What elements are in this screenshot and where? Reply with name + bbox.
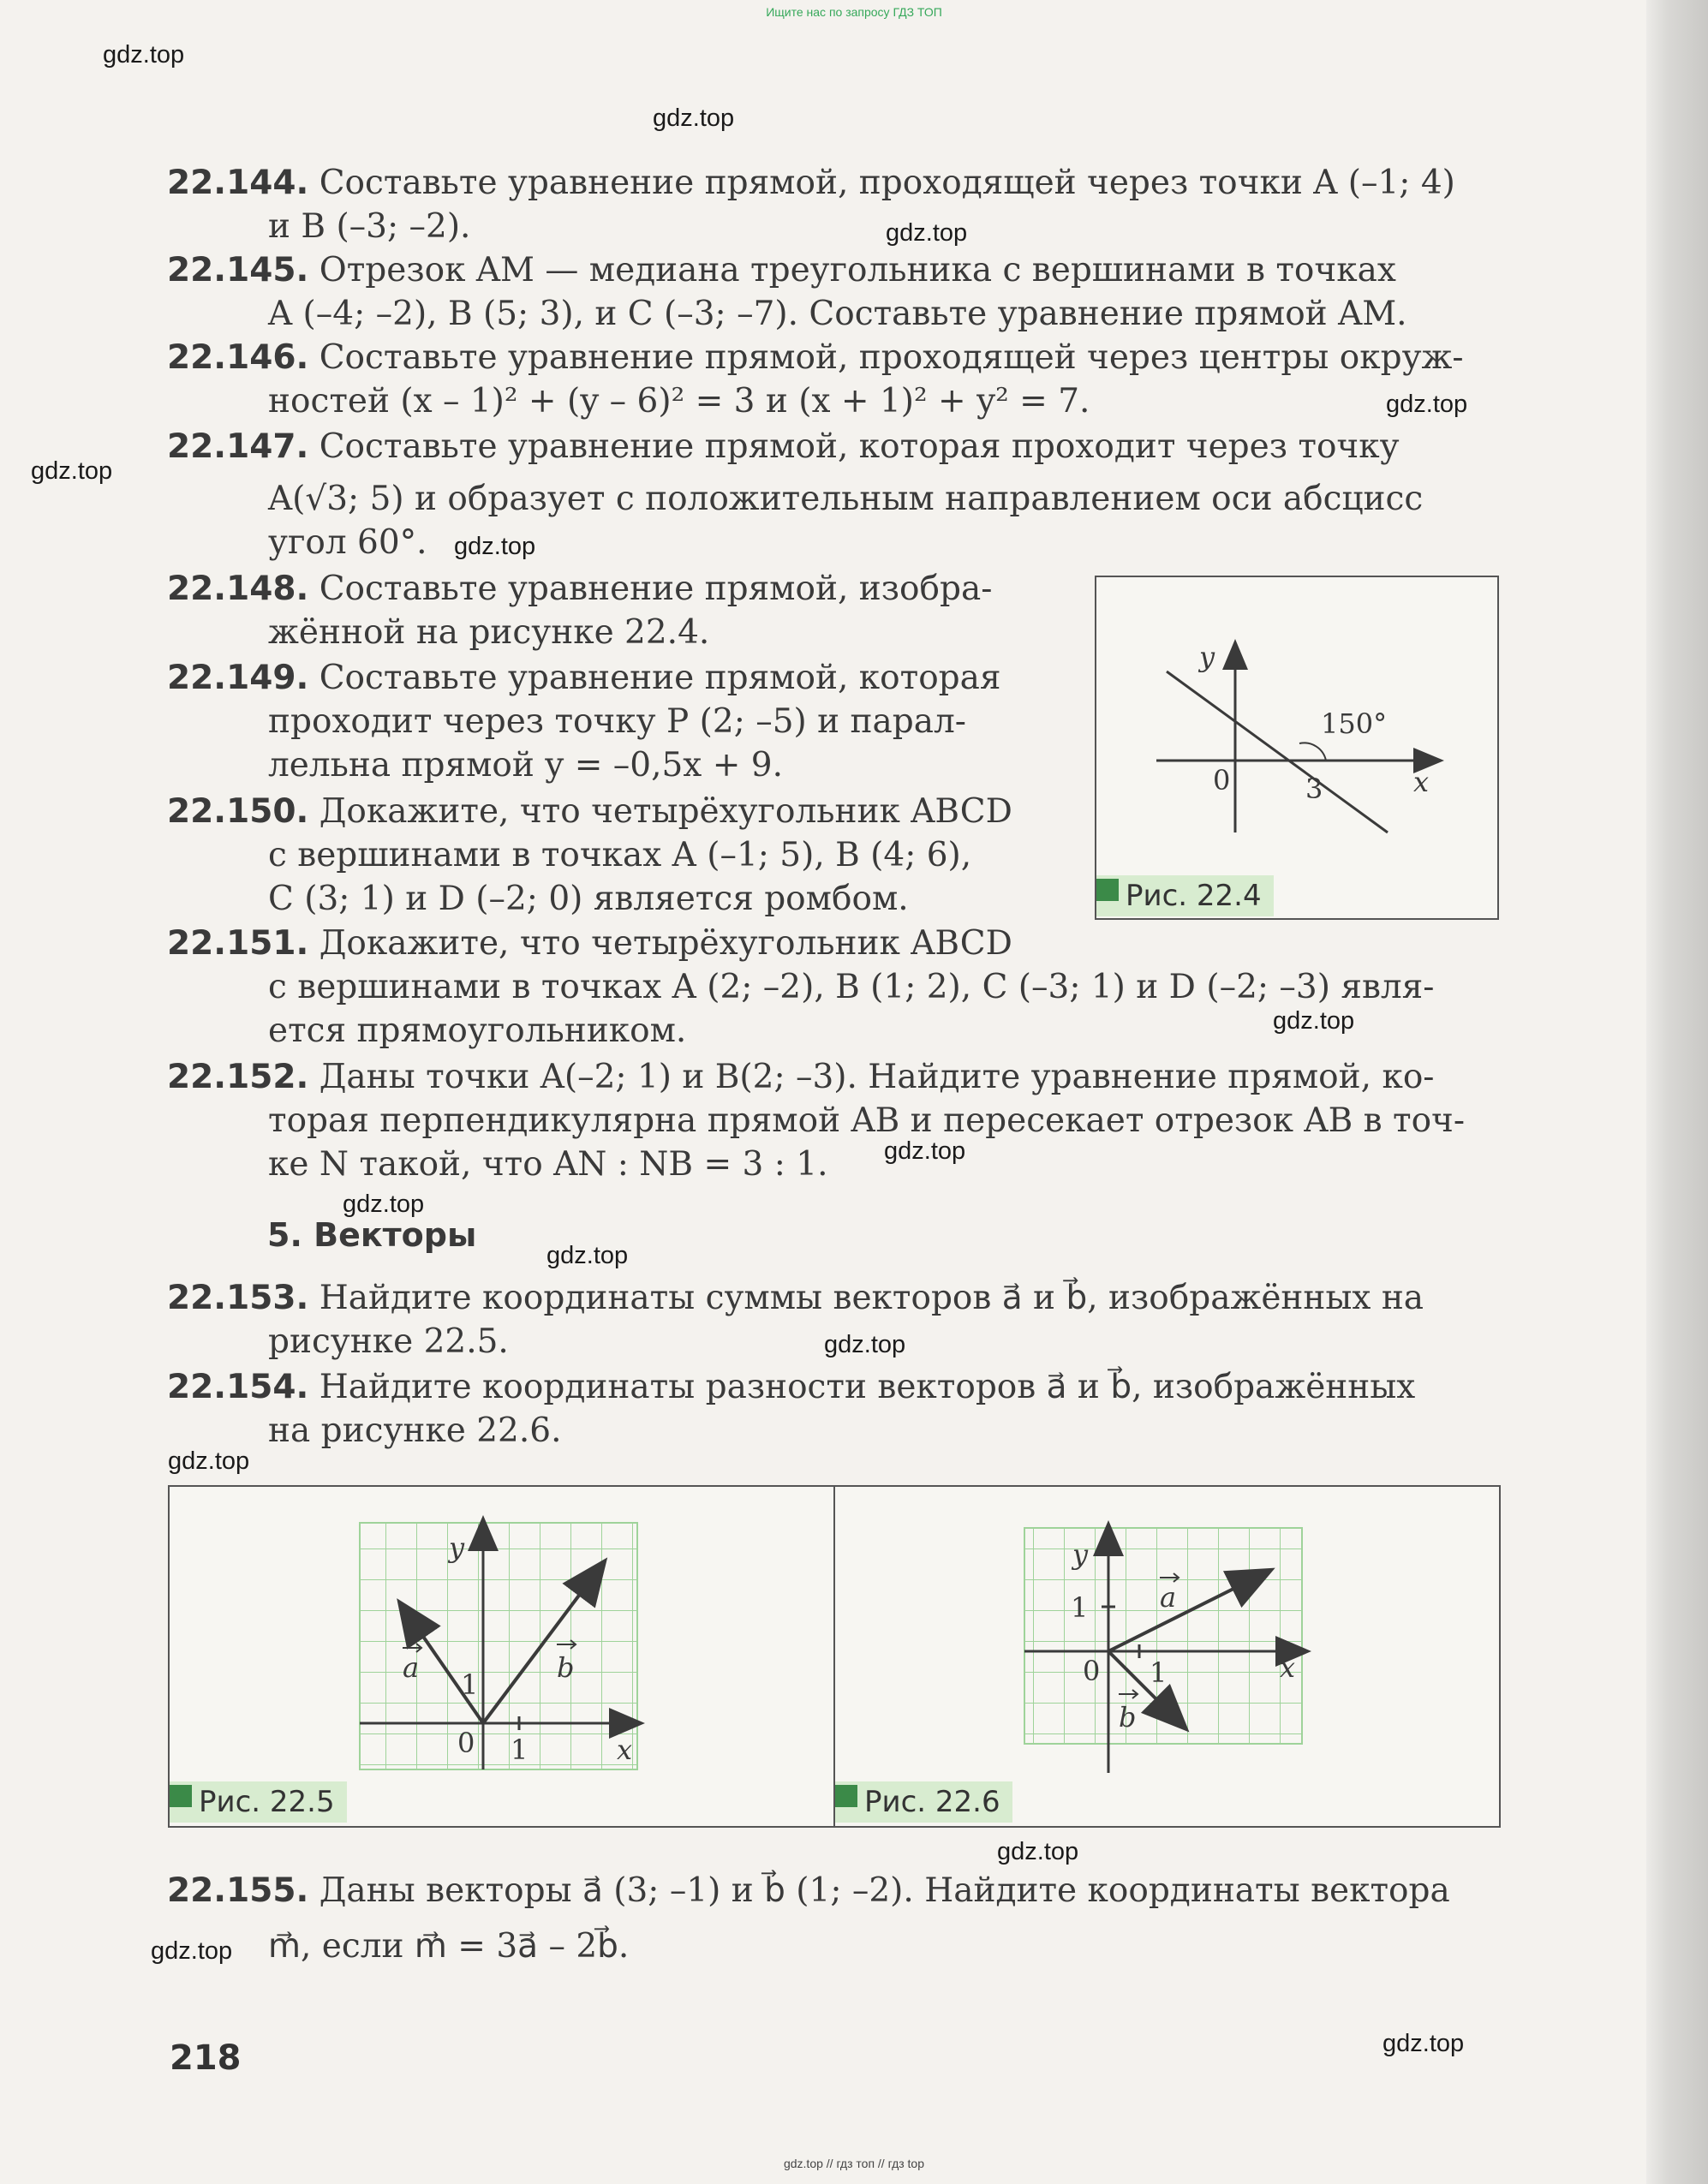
line-graph (1167, 671, 1388, 832)
watermark: gdz.top (653, 104, 735, 132)
problem-22-155: 22.155. Даны векторы a⃗ (3; –1) и b⃗ (1; –2). Найдите координаты вектора m⃗, если m⃗ = 3a⃗ – 2b⃗. (167, 1871, 1450, 1966)
origin-label: 0 (1213, 764, 1231, 797)
bottom-banner: gdz.top // гдз топ // гдз top (783, 2157, 925, 2170)
watermark: gdz.top (151, 1937, 233, 1965)
angle-label: 150° (1321, 707, 1388, 740)
watermark: gdz.top (1273, 1007, 1355, 1035)
problem-22-150: 22.150. Докажите, что четырёхугольник ABCD с вершинами в точках A (–1; 5), B (4; 6), C (3; 1) и D (–2; 0) является ромбом. (167, 792, 1012, 918)
watermark: gdz.top (1386, 391, 1468, 418)
figure-22-4 (1095, 576, 1499, 920)
x-label: x (617, 1733, 633, 1766)
vector-b-label: b (1119, 1701, 1137, 1733)
y-label: y (449, 1531, 465, 1564)
angle-arc (1299, 743, 1326, 761)
watermark: gdz.top (546, 1242, 629, 1269)
watermark: gdz.top (31, 457, 113, 485)
grid-22-6 (1024, 1528, 1302, 1744)
vector-b-label: b (557, 1651, 575, 1684)
problem-22-147: 22.147. Составьте уравнение прямой, которая проходит через точку A(√3; 5) и образует с положительным направлением оси абсцисс угол 60°. (167, 427, 1424, 562)
page-number: 218 (170, 2038, 242, 2078)
y-label: y (1072, 1538, 1089, 1571)
problem-22-149: 22.149. Составьте уравнение прямой, которая проходит через точку P (2; –5) и парал- лельна прямой y = –0,5x + 9. (167, 659, 1001, 785)
grid-22-5 (360, 1523, 637, 1769)
watermark: gdz.top (1383, 2030, 1465, 2057)
top-banner: Ищите нас по запросу ГДЗ ТОП (766, 5, 942, 19)
problem-22-152: 22.152. Даны точки A(–2; 1) и B(2; –3). Найдите уравнение прямой, ко- торая перпендикулярна прямой AB и пересекает отрезок AB в точ- ке N такой, что AN : NB = 3 : 1. (167, 1058, 1466, 1184)
problem-22-145: 22.145. Отрезок AM — медиана треугольника с вершинами в точках A (–4; –2), B (5; 3), и C (–3; –7). Составьте уравнение прямой AM. (167, 251, 1407, 333)
watermark: gdz.top (103, 41, 185, 69)
watermark: gdz.top (343, 1190, 425, 1218)
y-unit-label: 1 (461, 1668, 479, 1701)
watermark: gdz.top (824, 1331, 906, 1358)
vectors-figures-drawing (170, 1487, 1499, 1826)
figure-caption-22-6: Рис. 22.6 (835, 1781, 1012, 1823)
vector-a-label: a (403, 1651, 420, 1684)
problem-22-153: 22.153. Найдите координаты суммы векторов a⃗ и b⃗, изображённых на рисунке 22.5. (167, 1279, 1424, 1361)
problem-22-154: 22.154. Найдите координаты разности векторов a⃗ и b⃗, изображённых на рисунке 22.6. (167, 1368, 1416, 1450)
vector-a-label: a (1160, 1581, 1177, 1614)
problem-22-148: 22.148. Составьте уравнение прямой, изобра- жённой на рисунке 22.4. (167, 570, 993, 652)
page-edge-shadow (1646, 0, 1708, 2184)
problem-22-146: 22.146. Составьте уравнение прямой, проходящей через центры окруж- ностей (x – 1)² + (y – 6)² = 3 и (x + 1)² + y² = 7. (167, 338, 1464, 421)
origin-label: 0 (1083, 1655, 1101, 1687)
watermark: gdz.top (168, 1447, 250, 1475)
watermark: gdz.top (454, 533, 536, 560)
x-label: x (1280, 1651, 1296, 1684)
figure-caption: Рис. 22.4 (1096, 875, 1274, 916)
problem-22-144: 22.144. Составьте уравнение прямой, проходящей через точки A (–1; 4) и B (–3; –2). (167, 164, 1455, 246)
figures-22-5-22-6 (168, 1485, 1501, 1828)
watermark: gdz.top (884, 1137, 966, 1165)
x-intercept-label: 3 (1305, 773, 1323, 805)
watermark: gdz.top (997, 1838, 1079, 1865)
figure-caption-22-5: Рис. 22.5 (170, 1781, 347, 1823)
y-label: y (1199, 641, 1215, 673)
x-unit-label: 1 (511, 1733, 529, 1766)
section-title: 5. Векторы (267, 1216, 477, 1254)
x-unit-label: 1 (1150, 1656, 1168, 1689)
origin-label: 0 (457, 1727, 475, 1759)
y-unit-label: 1 (1071, 1591, 1089, 1624)
figure-22-4-drawing (1096, 577, 1497, 918)
x-label: x (1413, 766, 1430, 798)
problem-22-151: 22.151. Докажите, что четырёхугольник ABCD с вершинами в точках A (2; –2), B (1; 2), C (–3; 1) и D (–2; –3) явля- ется прямоугольником. (167, 924, 1435, 1050)
watermark: gdz.top (886, 219, 968, 247)
